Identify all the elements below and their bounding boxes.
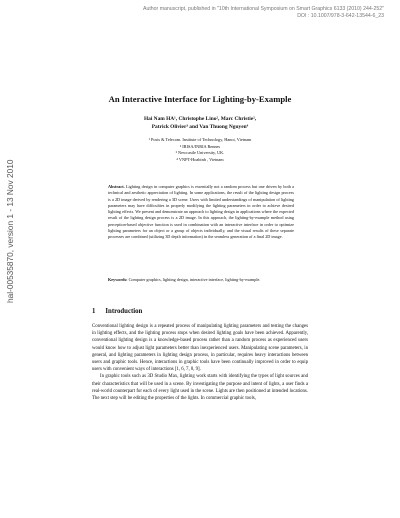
section-heading <box>92 308 152 315</box>
abstract-label: Abstract. <box>108 184 125 189</box>
doi-line: DOI : 10.1007/978-3-642-13544-6_23 <box>297 13 384 19</box>
introduction-body <box>92 323 308 402</box>
paragraph: In graphic tools such as 3D Studio Max, lighting work starts with identifying the types of light sources and their characteristics that will be used in a scene. By investigating the purpose and intent of lights, a user finds a real-world counterpart for each of every light used in the scene. Lights are then positioned at intended locations. The next step will be editing the properties of the lights. In commercial graphic tools, <box>92 374 308 402</box>
abstract-text: Lighting design in computer graphics is essentially not a random process but one driven by both a technical and aesthetic appreciation of lighting. In some applications, the result of the lighting design process is a 2D image derived by rendering a 3D scene. Users with limited understandings of manipulation of lighting parameters may have difficulties in properly modifying the lighting parameters in order to achieve desired lighting effects. We present and demonstrate an approach to lighting design in applications where the expected result of the lighting design process is a 2D image. In this approach, the lighting-by-example method using perception-based objective function is used in combination with an interactive interface in order to optimize lighting parameters for an object or a group of objects individually, and the visual results of these separate processes are combined (utilizing 3D depth information) in the seamless generation of a final 2D image. <box>108 184 295 240</box>
keywords-label: Keywords: <box>108 277 128 282</box>
publication-note-line: Author manuscript, published in "10th International Symposium on Smart Graphics 6133 (2010) 244-252" <box>142 6 384 12</box>
author-list <box>90 115 310 131</box>
publication-note <box>84 6 384 20</box>
authors-line: Hai Nam HA¹, Christophe Lino², Marc Christie², <box>143 116 257 122</box>
section-number: 1 <box>92 308 96 315</box>
authors-line: Patrick Olivier³ and Van Thuong Nguyen⁴ <box>151 124 249 130</box>
abstract <box>108 184 294 241</box>
affiliations <box>120 137 280 163</box>
paper-title: An Interactive Interface for Lighting-by-Example <box>108 94 292 104</box>
affiliation: ² IRISA/INRIA Rennes <box>179 143 221 149</box>
keywords-text: Computer graphics, lighting design, interactive interface, lighting-by-example. <box>128 277 261 282</box>
hal-identifier: hal-00535870, version 1 - 13 Nov 2010 <box>5 159 15 303</box>
affiliation: ⁴ VNPT-Hoabinh , Vietnam <box>176 156 224 162</box>
affiliation: ¹ Posts & Telecom. Institute of Technology, Hanoi, Vietnam <box>148 137 252 142</box>
keywords <box>108 277 294 283</box>
affiliation: ³ Newcastle University, UK. <box>175 150 225 155</box>
section-title: Introduction <box>105 308 143 315</box>
paragraph: Conventional lighting design is a repeated process of manipulating lighting parameters and testing the changes in lighting effects, and the lighting process stops when desired lighting goals have been achieved. Apparently, conventional lighting design is a knowledge-based process rather than a random process as experienced users would know how to adjust light parameters better than inexperienced users. Manipulating scene parameters, in general, and lighting parameters in lighting design process, in particular, requires heavy interactions between users and graphic tools. Hence, interactions in graphic tools have been continually improved in order to equip users with convenient ways of interactions [1, 6, 7, 8, 9]. <box>92 324 308 373</box>
